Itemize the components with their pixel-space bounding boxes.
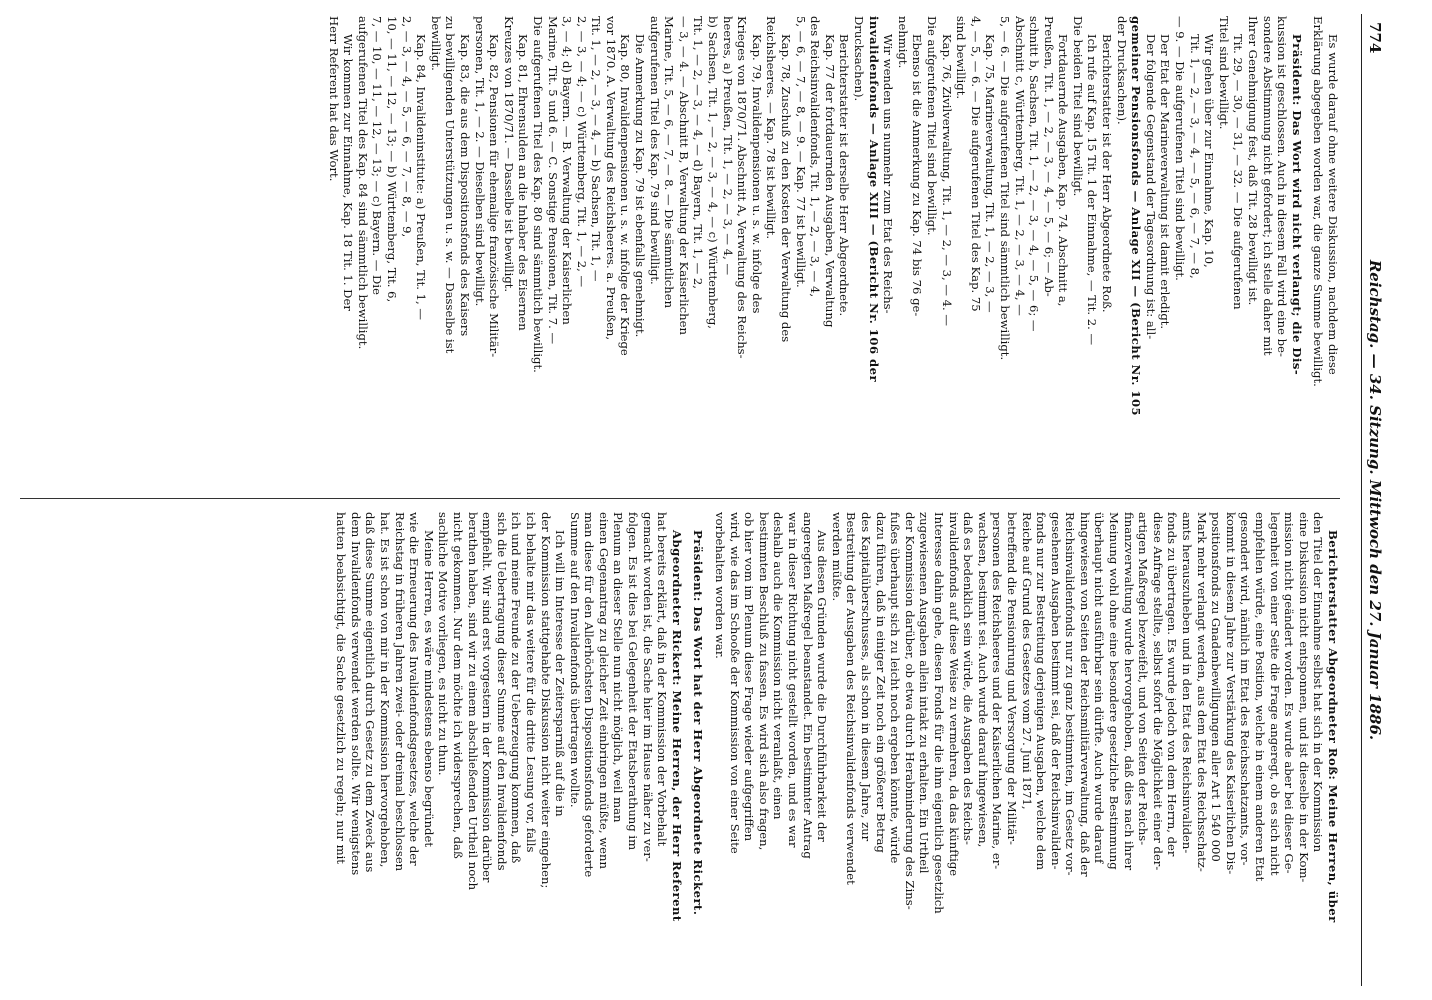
text-line: ich behalte mir das weitere für die dritte Lesung vor, falls: [523, 512, 538, 853]
text-line: sachliche Motive vorliegen, es nicht zu thun.: [436, 512, 451, 776]
text-line: diese Anfrage stellte, selbst sofort die Möglichkeit einer der-: [1150, 512, 1165, 871]
text-line: fonds zu übertragen. Es wurde jedoch von dem Herrn, der: [1165, 512, 1180, 857]
text-line: Titel sind bewilligt.: [1216, 16, 1231, 130]
text-line: legenheit von einer Seite die Frage angeregt, ob es sich nicht: [1267, 512, 1282, 876]
page-number: 774: [1366, 22, 1384, 54]
text-line: gemacht worden ist, die Sache hier im Hause näher zu ver-: [640, 512, 655, 862]
text-line: Wir wenden uns nunmehr zum Etat des Reichs-: [881, 34, 896, 314]
text-line: Abschnitt c, Württemberg, Tit. 1, — 2, — 3, — 4, —: [1012, 16, 1027, 316]
text-line: hingewiesen von Seiten der Reichsmilitärverwaltung, daß der: [1077, 512, 1092, 877]
text-line: Kap. 81, Ehrensulden an die Inhaber des Eisernen: [516, 34, 531, 331]
text-line: amts herauszuheben und in den Etat des Reichsinvaliden-: [1180, 512, 1195, 854]
text-line: Kap. 77 der fortdauernden Ausgaben, Verwaltung: [822, 34, 837, 328]
text-line: personen, Tit. 1, — 2. — Dieselben sind bewilligt.: [472, 16, 487, 307]
text-line: Krieges von 1870/71. Abschnitt A, Verwaltung des Reichs-: [735, 16, 750, 359]
text-line: Reiche auf Grund des Gesetzes vom 27. Juni 1871,: [1019, 512, 1034, 810]
text-line: gemeiner Pensionsfonds — Anlage XII — (Bericht Nr. 105: [1129, 16, 1144, 417]
text-line: — 3, — 4. — Abschnitt B, Verwaltung der Kaiserlichen: [676, 16, 691, 335]
text-line: Präsident: Das Wort wird nicht verlangt; die Dis-: [1289, 34, 1304, 376]
text-line: Aus diesen Gründen wurde die Durchführbarkeit der: [815, 530, 830, 842]
text-line: Berichterstatter Abgeordneter Roß: Meine Herren, über: [1326, 530, 1340, 923]
text-line: Kap. 82, Pensionen für ehemalige französische Militär-: [487, 34, 502, 358]
text-line: nehmigt.: [895, 16, 910, 69]
text-line: Ihrer Genehmigung fest, daß Tit. 28 bewilligt ist.: [1246, 16, 1261, 306]
text-line: 4, — 5, — 6. — Die aufgerufenen Titel des Kap. 75: [968, 16, 983, 312]
text-line: Ebenso ist die Anmerkung zu Kap. 74 bis 76 ge-: [910, 34, 925, 317]
text-line: invalidenfonds — Anlage XIII — (Bericht Nr. 106 der: [866, 16, 881, 383]
text-line: Reichsinvalidenfonds nur zu ganz bestimmten, im Gesetz vor-: [1063, 512, 1078, 876]
text-line: Tit. 1, — 2, — 3, — 4, — b) Sachsen, Tit. 1, —: [589, 16, 604, 282]
text-line: ob hier vom im Plenum diese Frage wieder aufgegriffen: [742, 512, 757, 842]
text-line: deshalb auch die Kommission nicht veranlaßt, einen: [771, 512, 786, 820]
text-line: Es wurde darauf ohne weitere Diskussion, nachdem diese: [1326, 34, 1340, 375]
text-line: Wir gehen über zur Einnahme, Kap. 10,: [1202, 34, 1217, 268]
text-line: 7, — 10, — 11, — 12, — 13; — c) Bayern. — Die: [370, 16, 385, 295]
text-line: Kap. 84, Invalideninstitute: a) Preußen, Tit. 1, —: [414, 34, 429, 320]
text-line: Fortdauernde Ausgaben, Kap. 74. Abschnitt a,: [1056, 34, 1071, 307]
text-line: [684, 512, 691, 984]
text-line: Ich rufe auf Kap. 15 Tit. 1 der Einnahme, — Tit. 2. —: [1085, 34, 1100, 346]
text-line: fonds nur zur Bestreitung derjenigen Ausgaben, welche dem: [1034, 512, 1049, 870]
text-line: einen Gegenantrag zu gleicher Zeit einbringen müßte, wenn: [596, 512, 611, 869]
text-line: empfehlen würde, eine Position, welche in einem anderen Etat: [1253, 512, 1268, 882]
text-line: Preußen, Tit. 1, — 2, — 3, — 4, — 5, — 6; — Ab-: [1041, 16, 1056, 297]
text-line: daß diese Summe eigentlich durch Gesetz zu dem Zweck aus: [363, 512, 378, 873]
text-line: hat. Es ist schon von mir in der Kommission hervorgehoben,: [378, 512, 392, 868]
text-line: personen des Reichsheeres und der Kaiserlichen Marine, er-: [990, 512, 1005, 870]
text-line: Herr Referent hat das Wort.: [326, 16, 341, 182]
text-line: dazu führen, daß in einiger Zeit noch ein größerer Betrag: [873, 512, 888, 853]
text-line: Berichterstatter ist derselbe Herr Abgeordnete.: [837, 34, 852, 317]
text-line: Kap. 79, Invalidenpensionen u. s. w. infolge des: [749, 34, 764, 314]
text-line: man diese für den Allerhöchsten Dispositionsfonds geforderte: [582, 512, 597, 878]
text-line: Wir kommen zur Einnahme, Kap. 18 Tit. 1. Der: [341, 34, 356, 311]
text-line: den Titel der Einnahme selbst hat sich in der Kommission: [1311, 512, 1326, 853]
text-line: Kap. 78, Zuschuß zu den Kosten der Verwaltung des: [779, 34, 794, 343]
text-line: zu bewilligenden Unterstützungen u. s. w. — Dasselbe ist: [443, 16, 458, 354]
text-line: 5, — 6, — 7, — 8, — 9. — Kap. 77 ist bewilligt.: [793, 16, 808, 288]
text-line: Plenum an dieser Stelle nun nicht möglich, weil man: [611, 512, 626, 823]
text-line: der Drucksachen).: [1114, 16, 1129, 125]
running-head: Reichstag. — 34. Sitzung. Mittwoch den 27. Januar 1886.: [1366, 259, 1384, 741]
text-line: [1304, 16, 1311, 488]
text-line: war in dieser Richtung nicht gestellt worden, und es war: [786, 512, 801, 848]
text-line: Der folgende Gegenstand der Tagesordnung ist: all-: [1143, 34, 1158, 340]
text-line: eine Diskussion nicht entsponnen, und ist dieselbe in der Kom-: [1296, 512, 1311, 883]
text-line: Reichsheeres. — Kap. 78 ist bewilligt.: [764, 16, 779, 240]
text-line: berathen haben, sind wir zu einem abschließenden Urtheil noch: [465, 512, 480, 891]
text-line: gesehenen Ausgaben bestimmt sei, daß der Reichsinvaliden-: [1048, 512, 1063, 870]
text-line: Kap. 83, die aus dem Dispositionsfonds des Kaisers: [457, 34, 472, 337]
text-line: — 9. — Die aufgerufenen Titel sind bewilligt.: [1173, 16, 1188, 281]
text-line: 2, — 3, — 4, — 5, — 6, — 7, — 8, — 9,: [399, 16, 414, 238]
text-line: betreffend die Pensionirung und Versorgung der Militär-: [1004, 512, 1019, 845]
text-line: schnitt b, Sachsen, Tit. 1, — 2, — 3, — 4, — 5, — 6; —: [1027, 16, 1042, 332]
text-line: dem Invalidenfonds verwendet werden sollte. Wir wenigstens: [348, 512, 363, 876]
text-line: Abgeordneter Rickert: Meine Herren, der Herr Referent: [669, 530, 684, 922]
text-line: invalidenfonds auf diese Weise zu vermehren, da das künftige: [946, 512, 961, 877]
text-line: bestimmten Beschluß zu fassen. Es wird sich also fragen,: [756, 512, 771, 851]
text-line: Die aufgerufenen Titel sind bewilligt.: [924, 16, 939, 236]
text-line: hatten beabsichtigt, die Sache gesetzlich zu regeln; nur mit: [334, 512, 349, 864]
text-line: Die aufgerufenen Titel des Kap. 80 sind sämmtlich bewilligt.: [530, 16, 545, 373]
text-line: wachsen, bestimmt sei. Auch wurde darauf hingewiesen,: [975, 512, 990, 848]
column-divider: [20, 498, 1340, 499]
text-line: überhaupt nicht ausführbar sein dürfte. Auch wurde darauf: [1092, 512, 1107, 864]
text-line: positionsfonds zu Gnadenbewilligungen aller Art 1 540 000: [1209, 512, 1224, 862]
text-line: Marine, Tit. 5, — 6, — 7, — 8. — Die sämmtlichen: [662, 16, 677, 309]
text-line: Tit. 1, — 2, — 3, — 4, — 5, — 6, — 7, — 8,: [1187, 34, 1202, 279]
text-line: Tit. 1, — 2, — 3, — 4, — d) Bayern, Tit. 1, — 2,: [691, 16, 706, 289]
text-line: Der Etat der Marineverwaltung ist damit erledigt.: [1158, 34, 1173, 330]
text-line: nicht gekommen. Nur dem möchte ich widersprechen, daß: [450, 512, 465, 859]
text-line: Reichstag in früheren Jahren zwei- oder dreimal beschlossen: [392, 512, 407, 872]
text-line: angeregten Maßregel beanstandet. Ein bestimmter Antrag: [800, 512, 815, 859]
page-header: [1361, 14, 1386, 986]
text-line: hat bereits erklärt, daß in der Kommission der Vorbehalt: [655, 512, 670, 847]
text-line: Tit. 29, — 30, — 31, — 32. — Die aufgerufenen: [1231, 34, 1246, 310]
text-line: empfiehlt. Wir sind erst vorgestern in der Kommission darüber: [480, 512, 495, 883]
text-line: der Kommission stattgehabte Diskussion nicht weiter eingehen;: [538, 512, 553, 889]
text-line: Meine Herren, es wäre mindestens ebenso begründet: [421, 530, 436, 847]
text-line: 2, — 3, — 4; — c) Württemberg, Tit. 1, — 2, —: [574, 16, 589, 288]
right-column: [20, 512, 1340, 984]
text-line: wird, wie das im Schooße der Kommission von einer Seite: [727, 512, 742, 854]
text-line: Bestreitung der Ausgaben des Reichsinvalidenfonds verwendet: [844, 512, 859, 885]
text-line: zugewiesenen Ausgaben allein intakt zu erhalten. Ein Urtheil: [917, 512, 932, 874]
text-line: sind bewilligt.: [954, 16, 969, 100]
text-line: aufgerufenen Titel des Kap. 84 sind sämmtlich bewilligt.: [355, 16, 370, 350]
text-line: fußes überhaupt sich zu leicht noch ergeben könnte, würde: [888, 512, 903, 864]
text-line: kussion ist geschlossen. Auch in diesem Fall wird eine be-: [1275, 16, 1290, 357]
text-line: vor 1870. A. Verwaltung des Reichsheeres. a. Preußen,: [603, 16, 618, 341]
text-line: Drucksachen).: [852, 16, 866, 102]
text-line: Erklärung abgegeben worden war, die ganze Summe bewilligt.: [1311, 16, 1326, 387]
text-line: Berichterstatter ist der Herr Abgeordnete Roß.: [1100, 34, 1115, 313]
text-line: des Kapitalüberschusses, als schon in diesem Jahre, zur: [859, 512, 873, 842]
text-line: der Kommission darüber, ob etwa durch Herabminderung des Zins-: [902, 512, 917, 910]
text-line: aufgerufenen Titel des Kap. 79 sind bewilligt.: [647, 16, 662, 285]
text-line: bewilligt.: [428, 16, 443, 71]
text-line: kommt in diesem Jahre zur Verstärkung des Kaiserlichen Dis-: [1223, 512, 1238, 875]
text-line: b) Sachsen, Tit. 1, — 2, — 3, — 4, — c) Württemberg,: [706, 16, 721, 329]
text-line: Ich will im Interesse der Zeitersparniß auf die in: [553, 530, 568, 817]
text-line: daß es bedenklich sein würde, die Ausgaben des Reichs-: [961, 512, 976, 845]
text-line: Meinung wohl ohne eine besondere gesetzliche Bestimmung: [1107, 512, 1122, 870]
text-line: 5, — 6. — Die aufgerufenen Titel sind sämmtlich bewilligt.: [997, 16, 1012, 361]
text-line: Kap. 80, Invalidenpensionen u. s. w. infolge der Kriege: [618, 34, 633, 356]
text-line: 10, — 11, — 12, — 13; — b) Württemberg, Tit. 6,: [385, 16, 399, 303]
left-column: [20, 16, 1340, 488]
text-line: Kreuzes von 1870/71. — Dasselbe ist bewilligt.: [501, 16, 516, 293]
text-line: vorbehalten worden war.: [713, 512, 728, 659]
text-line: [705, 512, 712, 984]
text-line: ich und meine Freunde zu der Ueberzeugung kommen, daß: [509, 512, 524, 864]
text-line: heeres, a) Preußen, Tit. 1, — 2, — 3, — 4, —: [720, 16, 735, 276]
text-line: gesondert wird, nämlich im Etat des Reichsschatzamts, vor-: [1238, 512, 1253, 866]
text-line: Die beiden Titel sind bewilligt.: [1070, 16, 1085, 197]
text-line: folgen. Es ist dies bei Gelegenheit der Etatsberathung im: [626, 512, 641, 851]
text-line: Mark mehr verlangt werden, aus dem Etat des Reichsschatz-: [1194, 512, 1209, 872]
text-line: sich die Uebertragung dieser Summe auf den Invalidenfonds: [494, 512, 509, 871]
text-line: Marine, Tit. 5 und 6. — C. Sonstige Pensionen, Tit. 7. —: [545, 16, 560, 345]
text-line: Die Anmerkung zu Kap. 79 ist ebenfalls genehmigt.: [633, 34, 648, 338]
text-line: mission nicht geändert worden. Es wurde aber bei dieser Ge-: [1282, 512, 1297, 874]
text-line: Kap. 76, Zivilverwaltung, Tit. 1, — 2, — 3, — 4. —: [939, 34, 954, 326]
text-line: wie die Erneuerung des Invalidenfondsgesetzes, welche der: [407, 512, 422, 866]
text-line: artigen Maßregel bezweifelt, und von Seiten der Reichs-: [1136, 512, 1151, 846]
text-line: des Reichsinvalidenfonds, Tit. 1, — 2, — 3, — 4,: [808, 16, 823, 298]
text-line: Summe auf den Invalidenfonds übertragen wollte.: [567, 512, 582, 808]
text-line: 3, — 4; d) Bayern. — B. Verwaltung der Kaiserlichen: [560, 16, 575, 325]
text-line: sondere Abstimmung nicht gefordert; ich stelle daher mit: [1260, 16, 1275, 356]
text-line: Kap. 75, Marineverwaltung, Tit. 1, — 2, — 3, —: [983, 34, 998, 313]
text-line: werden müßte.: [829, 512, 844, 602]
text-line: finanzverwaltung wurde hervorgehoben, daß dies nach ihrer: [1121, 512, 1136, 871]
text-line: Präsident: Das Wort hat der Herr Abgeordnete Rickert.: [691, 530, 706, 916]
text-line: Interesse dahin gehe, diesen Fonds für die ihm eigentlich gesetzlich: [931, 512, 946, 914]
